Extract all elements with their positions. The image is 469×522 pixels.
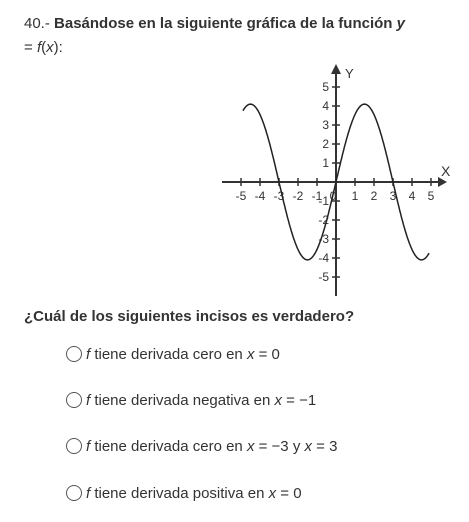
x-tick-label: 1: [351, 189, 359, 203]
x-tick-label: -4: [254, 189, 266, 203]
radio-c[interactable]: [66, 438, 82, 454]
y-tick-label: 2: [322, 137, 329, 151]
option-d[interactable]: [66, 482, 302, 504]
option-b[interactable]: [66, 389, 316, 411]
option-c[interactable]: [66, 435, 337, 457]
y-tick-label: 4: [322, 99, 329, 113]
x-tick-label: 4: [408, 189, 416, 203]
x-axis-label: X: [441, 163, 451, 179]
option-c-label: f tiene derivada cero en x = −3 y x = 3: [86, 437, 338, 455]
question-var-y: y: [396, 15, 405, 32]
y-axis-arrow: [331, 64, 341, 74]
y-tick-label: -5: [318, 270, 329, 284]
y-tick-label: -1: [318, 194, 329, 208]
option-d-label: f tiene derivada positiva en x = 0: [86, 484, 302, 502]
x-tick-label: 2: [370, 189, 378, 203]
y-tick-label: 5: [322, 80, 329, 94]
y-tick-label: 1: [322, 156, 329, 170]
y-axis-label: Y: [345, 66, 354, 81]
x-tick-label: -3: [273, 189, 285, 203]
option-a[interactable]: [66, 343, 280, 365]
x-tick-label: 3: [389, 189, 397, 203]
option-b-label: f tiene derivada negativa en x = −1: [86, 391, 317, 409]
radio-d[interactable]: [66, 485, 82, 501]
y-tick-label: 3: [322, 118, 329, 132]
x-tick-label: -1: [311, 189, 323, 203]
question-statement: Basándose en la siguiente gráfica de la función: [54, 15, 393, 32]
question-text: 40.- Basándose en la siguiente gráfica de la función y = f(x):: [24, 15, 405, 56]
x-tick-label: 0: [329, 189, 337, 203]
function-graph: [0, 56, 469, 306]
radio-a[interactable]: [66, 346, 82, 362]
y-tick-label: -4: [318, 251, 329, 265]
x-tick-label: -5: [235, 189, 247, 203]
x-tick-label: -2: [292, 189, 304, 203]
y-tick-label: -2: [318, 213, 329, 227]
prompt-text: ¿Cuál de los siguientes incisos es verdadero?: [24, 308, 355, 325]
question-fx: f: [36, 39, 42, 56]
x-tick-label: 5: [427, 189, 435, 203]
question-number: 40.-: [24, 15, 50, 32]
radio-b[interactable]: [66, 392, 82, 408]
y-tick-label: -3: [318, 232, 329, 246]
option-a-label: f tiene derivada cero en x = 0: [86, 345, 280, 363]
question-eq: =: [24, 39, 37, 56]
